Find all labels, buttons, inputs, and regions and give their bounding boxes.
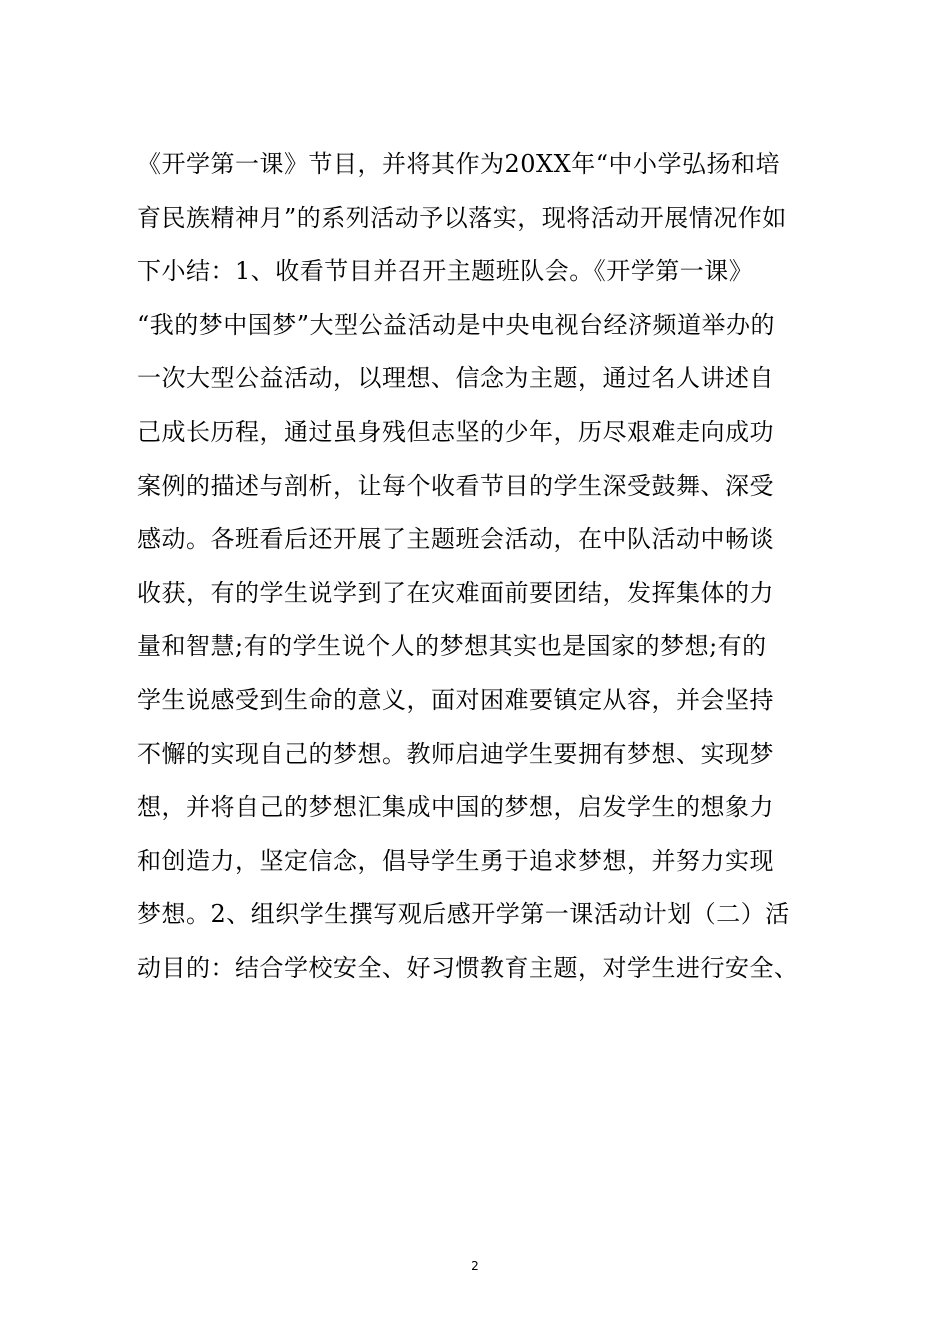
page-number: 2: [471, 1259, 479, 1273]
text-line: 育民族精神月”的系列活动予以落实，现将活动开展情况作如: [137, 203, 787, 232]
text-line: 学生说感受到生命的意义，面对困难要镇定从容，并会坚持: [137, 685, 774, 714]
body-text: [137, 138, 837, 996]
text-line: 一次大型公益活动，以理想、信念为主题，通过名人讲述自: [137, 364, 774, 393]
text-line: 收获，有的学生说学到了在灾难面前要团结，发挥集体的力: [137, 578, 774, 607]
text-line: 量和智慧;有的学生说个人的梦想其实也是国家的梦想;有的: [137, 632, 767, 661]
text-line: 感动。各班看后还开展了主题班会活动，在中队活动中畅谈: [137, 525, 774, 554]
text-line: 案例的描述与剖析，让每个收看节目的学生深受鼓舞、深受: [137, 471, 774, 500]
text-line: 《开学第一课》节目，并将其作为20XX年“中小学弘扬和培: [137, 150, 780, 178]
text-line: “我的梦中国梦”大型公益活动是中央电视台经济频道举办的: [137, 310, 776, 339]
text-line: 想，并将自己的梦想汇集成中国的梦想，启发学生的想象力: [137, 793, 774, 822]
text-line: 己成长历程，通过虽身残但志坚的少年，历尽艰难走向成功: [137, 417, 774, 446]
text-line: 下小结：1、收看节目并召开主题班队会。《开学第一课》: [137, 257, 754, 286]
text-line: 梦想。2、组织学生撰写观后感开学第一课活动计划（二）活: [137, 900, 790, 929]
text-line: 不懈的实现自己的梦想。教师启迪学生要拥有梦想、实现梦: [137, 739, 774, 768]
text-line: 和创造力，坚定信念，倡导学生勇于追求梦想，并努力实现: [137, 846, 774, 875]
text-line: 动目的：结合学校安全、好习惯教育主题，对学生进行安全、: [137, 953, 799, 982]
